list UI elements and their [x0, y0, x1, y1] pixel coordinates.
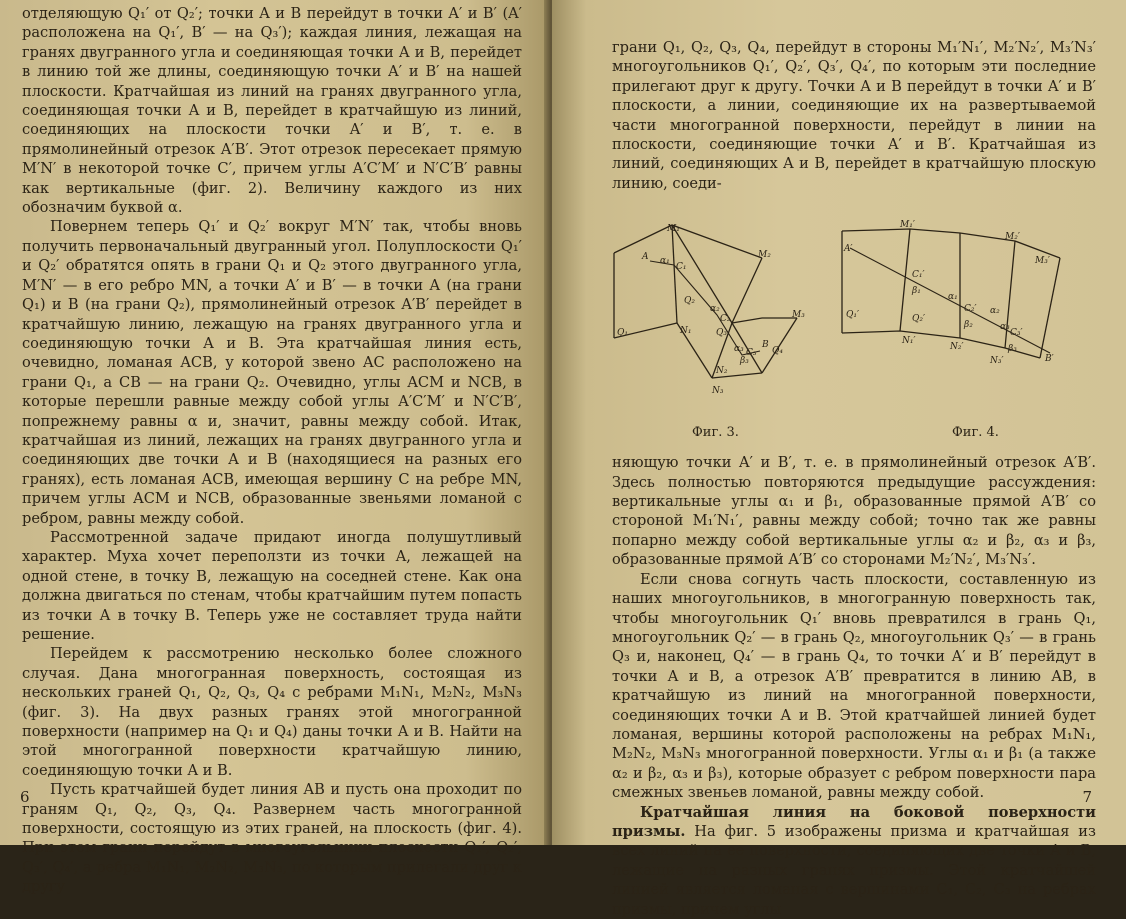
paragraph: Пусть кратчайшей будет линия AB и пусть она проходит по граням Q₁, Q₂, Q₃, Q₄. Развернем часть многогранной поверхности, состоящую из этих граней, на плоскость (фиг. 4). При этом грани перейдут в многоугольники плоскости Q₁′, Q₂′, Q₃′, Q₄′, а ребра M₁N₁, M₂N₂, M₃N₃, по которым прилегали друг к другу [22, 781, 522, 896]
label-Q3: Q₃ [716, 328, 727, 339]
label-alpha3: α₃ [734, 344, 744, 355]
label-alpha1: α₁ [948, 292, 958, 303]
page-number: 7 [1082, 787, 1092, 806]
section-heading: Кратчайшая линия на боковой поверхности призмы. [612, 803, 1096, 840]
label-M1p: M₁′ [900, 220, 915, 231]
label-alpha3: α₃ [1000, 322, 1010, 333]
paragraph: Если снова согнуть часть плоскости, составленную из наших многоугольников, в многогранную поверхность так, чтобы многоугольник Q₁′ вновь превратился в грань Q₁, многоугольник Q₂′ — в грань Q₂, многоугольник Q₃′ — в грань Q₃ и, наконец, Q₄′ — в грань Q₄, то точки A′ и B′ перейдут в точки A и B, а отрезок A′B′ превратится в линию AB, в кратчайшую из линий на многогранной поверхности, соединяющих точки A и B. Этой кратчайшей линией будет ломаная, вершины которой расположены на ребрах M₁N₁, M₂N₂, M₃N₃ многогранной поверхности. Углы α₁ и β₁ (а также α₂ и β₂, α₃ и β₃), которые образует с ребром поверхности пара смежных звеньев ломаной, равны между собой. [612, 570, 1096, 802]
label-A: A [642, 252, 649, 263]
label-Ap: A′ [844, 244, 853, 255]
label-alpha2: α₂ [710, 304, 720, 315]
label-alpha2: α₂ [990, 306, 1000, 317]
right-page [552, 0, 1126, 918]
label-M1: M₁ [667, 224, 680, 235]
label-beta3: β₃ [740, 356, 749, 367]
label-B: B [762, 340, 769, 351]
label-N2p: N₂′ [950, 342, 964, 353]
label-N1p: N₁′ [902, 336, 916, 347]
label-N2: N₂ [716, 366, 728, 377]
label-beta2: β₂ [964, 320, 973, 331]
label-Q1p: Q₁′ [846, 310, 860, 321]
paragraph: няющую точки A′ и B′, т. е. в прямолинейный отрезок A′B′. Здесь полностью повторяются предыдущие рассуждения: вертикальные углы α₁ и β₁, образованные прямой A′B′ со стороной M₁′N₁′, равны между собой; точно так же равны попарно между собой вертикальные углы α₂ и β₂, α₃ и β₃, образованные прямой A′B′ со сторонами M₂′N₂′, M₃′N₃′. [612, 454, 1096, 569]
paragraph: Рассмотренной задаче придают иногда полушутливый характер. Муха хочет переползти из точки A, лежащей на одной стене, в точку B, лежащую на соседней стене. Как она должна двигаться по стенам, чтобы кратчайшим путем попасть из точки A в точку B. Теперь уже не составляет труда найти решение. [22, 528, 522, 643]
label-N1: N₁ [680, 326, 692, 337]
label-Q4: Q₄ [772, 346, 783, 357]
label-N3p: N₃′ [990, 356, 1004, 367]
label-Q2p: Q₂′ [912, 314, 926, 325]
label-M2: M₂ [758, 250, 771, 261]
label-C1p: C₁′ [912, 270, 925, 281]
label-C2p: C₂′ [964, 304, 977, 315]
left-page [0, 0, 548, 896]
paragraph: грани Q₁, Q₂, Q₃, Q₄, перейдут в стороны M₁′N₁′, M₂′N₂′, M₃′N₃′ многоугольников Q₁′, Q₂′, Q₃′, Q₄′, по которым эти последние прилегают друг к другу. Точки A и B перейдут в точки A′ и B′ плоскости, а линии, соединяющие их на развертываемой части многогранной поверхности, перейдут в линии на плоскости, соединяющие точки A′ и B′. Кратчайшая из линий, соединяющих A и B, перейдет в кратчайшую плоскую линию, соеди- [612, 39, 1096, 192]
label-M3: M₃ [792, 310, 805, 321]
label-C2: C₂ [720, 314, 731, 325]
section-paragraph [612, 803, 1096, 919]
paragraph: Перейдем к рассмотрению несколько более сложного случая. Дана многогранная поверхность, состоящая из нескольких граней Q₁, Q₂, Q₃, Q₄ с ребрами M₁N₁, M₂N₂, M₃N₃ (фиг. 3). На двух разных гранях этой многогранной поверхности (например на Q₁ и Q₄) даны точки A и B. Найти на этой многогранной поверхности кратчайшую линию, соединяющую точки A и B. [22, 645, 522, 779]
figure-4-caption: Фиг. 4. [952, 425, 999, 441]
label-C3: C₃ [746, 348, 757, 359]
label-M3p: M₃′ [1035, 256, 1050, 267]
figures-block [612, 220, 1096, 445]
label-C1: C₁ [676, 262, 687, 273]
label-C3p: C₃′ [1010, 328, 1023, 339]
label-alpha1: α₁ [660, 256, 670, 267]
label-M2p: M₂′ [1005, 232, 1020, 243]
figure-3-diagram [612, 223, 842, 413]
label-Q2: Q₂ [684, 296, 695, 307]
label-beta1: β₁ [912, 286, 921, 297]
label-Bp: B′ [1045, 354, 1054, 365]
section-text: На фиг. 5 изображены призма и кратчайшая из всех линий на ее поверхности, соединяющих две точки A и B, лежащие на разных гранях призмы. Этой кратчайшей линией является ломаная с вершинами C₁, C₂, C₃ на ребрах призмы, причем углы [612, 822, 1096, 918]
paragraph: отделяющую Q₁′ от Q₂′; точки A и B перейдут в точки A′ и B′ (A′ расположена на Q₁′, B′ — на Q₃′); каждая линия, лежащая на гранях двугранного угла и соединяющая точки A и B, перейдет в линию той же длины, соединяющую точки A′ и B′ на нашей плоскости. Кратчайшая из линий на гранях двугранного угла, соединяющая точки A и B, перейдет в кратчайшую из линий, соединяющих на плоскости точки A′ и B′, т. е. в прямолинейный отрезок A′B′. Этот отрезок пересекает прямую M′N′ в некоторой точке C′, причем углы A′C′M′ и N′C′B′ равны как вертикальные (фиг. 2). Величину каждого из них обозначим буквой α. [22, 5, 522, 217]
label-Q1: Q₁ [617, 328, 628, 339]
label-N3: N₃ [712, 386, 724, 397]
figure-4-diagram [840, 220, 1080, 413]
figure-3-caption: Фиг. 3. [692, 425, 739, 441]
label-beta3: β₃ [1008, 344, 1017, 355]
page-number: 6 [20, 787, 30, 806]
paragraph: Повернем теперь Q₁′ и Q₂′ вокруг M′N′ так, чтобы вновь получить первоначальный двугранный угол. Полуплоскости Q₁′ и Q₂′ обратятся опять в грани Q₁ и Q₂ этого двугранного угла, M′N′ — в его ребро MN, а точки A′ и B′ — в точки A (на грани Q₁) и B (на грани Q₂), прямолинейный отрезок A′B′ перейдет в кратчайшую линию, лежащую на гранях двугранного угла и соединяющую точки A и B. Эта кратчайшая линия есть, очевидно, ломаная ACB, у которой звено AC расположено на грани Q₁, а CB — на грани Q₂. Очевидно, углы ACM и NCB, в которые перешли равные между собой углы A′C′M′ и N′C′B′, попрежнему равны α и, значит, равны между собой. Итак, кратчайшая из линий, лежащих на гранях двугранного угла и соединяющих две точки A и B (находящиеся на разных его гранях), есть ломаная ACB, имеющая вершину C на ребре MN, причем углы ACM и NCB, образованные звеньями ломаной с ребром, равны между собой. [22, 218, 522, 527]
